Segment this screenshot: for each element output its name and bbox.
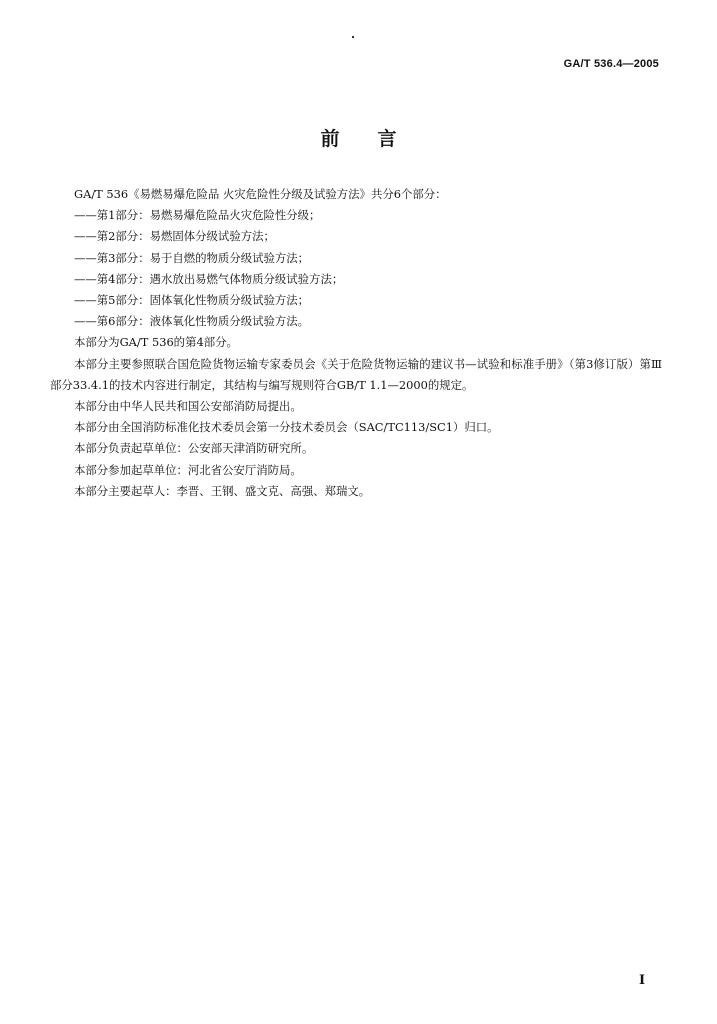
scope-paragraph: 本部分为GA/T 536的第4部分。	[74, 335, 238, 350]
participating-unit-paragraph: 本部分参加起草单位：河北省公安厅消防局。	[74, 462, 302, 477]
reference-paragraph: 本部分主要参照联合国危险货物运输专家委员会《关于危险货物运输的建议书—试验和标准手册》（第3修订版）第Ⅲ部分33.4.1的技术内容进行制定，其结构与编写规则符合GB/T 1.1—2000的规定。	[50, 356, 662, 392]
part-list-item: ——第3部分：易于自燃的物质分级试验方法；	[74, 250, 310, 265]
proposer-paragraph: 本部分由中华人民共和国公安部消防局提出。	[74, 399, 302, 414]
page-number: I	[639, 973, 646, 988]
drafters-paragraph: 本部分主要起草人：李晋、王钢、盛文克、高强、郑瑞文。	[74, 483, 371, 498]
page-title: 前言	[320, 128, 435, 150]
body-text	[50, 184, 662, 502]
document-code: GA/T 536.4—2005	[563, 58, 659, 70]
part-list-item: ——第1部分：易燃易爆危险品火灾危险性分级；	[74, 208, 321, 223]
part-list-item: ——第4部分：遇水放出易燃气体物质分级试验方法；	[74, 271, 344, 286]
scan-speck	[352, 36, 354, 38]
parts-intro-paragraph: GA/T 536《易燃易爆危险品 火灾危险性分级及试验方法》共分6个部分：	[74, 187, 447, 201]
part-list-item: ——第5部分：固体氧化性物质分级试验方法；	[74, 293, 310, 308]
part-list-item: ——第2部分：易燃固体分级试验方法；	[74, 229, 275, 244]
committee-paragraph: 本部分由全国消防标准化技术委员会第一分技术委员会（SAC/TC113/SC1）归口。	[74, 420, 499, 435]
drafting-unit-paragraph: 本部分负责起草单位：公安部天津消防研究所。	[74, 441, 314, 456]
part-list-item: ——第6部分：液体氧化性物质分级试验方法。	[74, 314, 310, 329]
